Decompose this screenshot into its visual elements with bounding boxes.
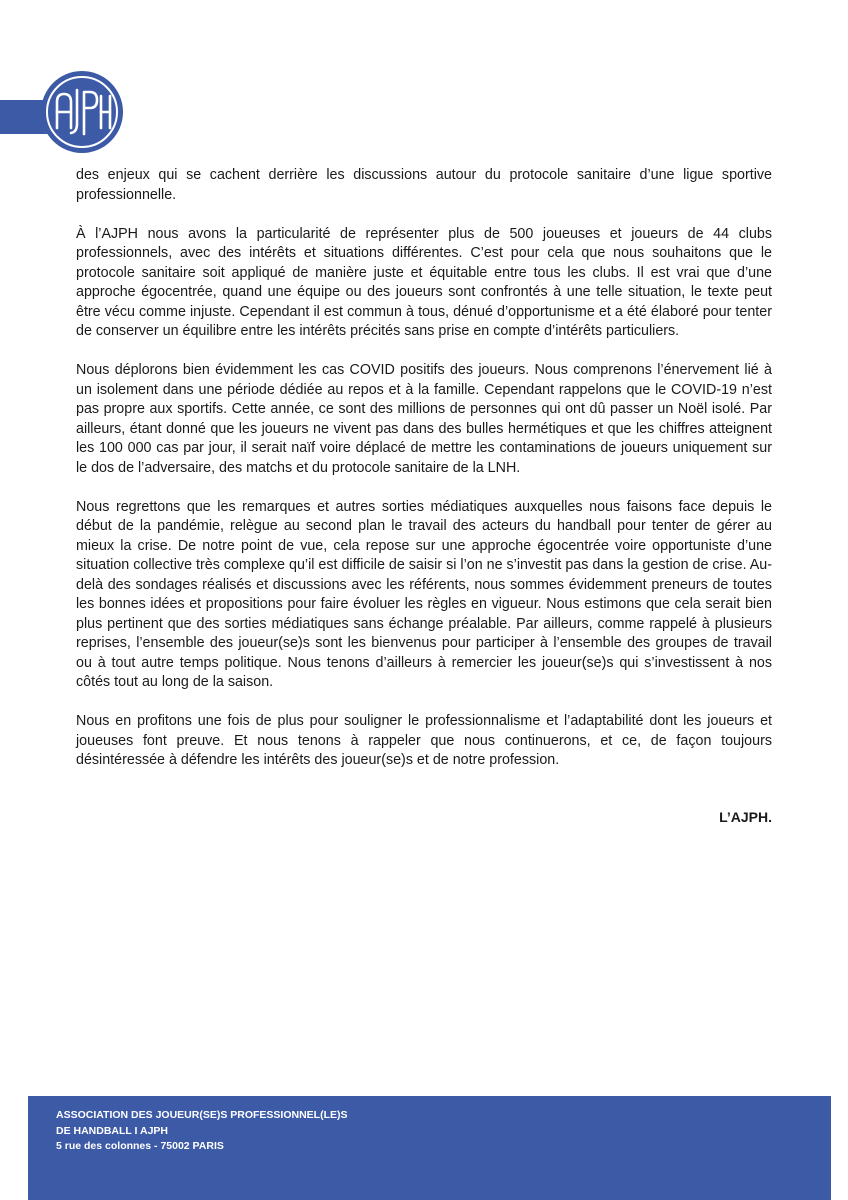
paragraph-4: Nous regrettons que les remarques et autres sorties médiatiques auxquelles nous faisons face depuis le début de la pandémie, relègue au second plan le travail des acteurs du handball pour tenter de gérer au mieux la crise. De notre point de vue, cela repose sur une approche égocentrée voire opportuniste d’une situation collective très complexe qu’il est difficile de saisir si l’on ne s’investit pas dans la gestion de crise. Au-delà des sondages réalisés et discussions avec les référents, nous sommes évidemment preneurs de toutes les bonnes idées et propositions pour faire évoluer les règles en vigueur. Nous estimons que cela serait bien plus pertinent que des sorties médiatiques sans échange préalable. Par ailleurs, comme rappelé à plusieurs reprises, l’ensemble des joueur(se)s sont les bienvenus pour participer à l’ensemble des groupes de travail ou à tout autre temps politique. Nous tenons d’ailleurs à remercier les joueur(se)s qui s’investissent à nos côtés tout au long de la saison. bbox=[76, 498, 772, 690]
paragraph-2: À l’AJPH nous avons la particularité de représenter plus de 500 joueuses et joueurs de 44 clubs professionnels, avec des intérêts et situations différentes. C’est pour cela que nous souhaitons que le protocole sanitaire soit appliqué de manière juste et équitable entre tous les clubs. Il est vrai que d’une approche égocentrée, quand une équipe ou des joueurs sont confrontés à une telle situation, le texte peut être vécu comme injuste. Cependant il est commun à tous, dénué d’opportunisme et a été élaboré pour tenter de conserver un équilibre entre les intérêts précités sans prise en compte d’intérêts particuliers. bbox=[76, 225, 772, 339]
footer-line-association: ASSOCIATION DES JOUEUR(SE)S PROFESSIONNEL(LE)S bbox=[56, 1109, 348, 1121]
paragraph-3: Nous déplorons bien évidemment les cas COVID positifs des joueurs. Nous comprenons l’énervement lié à un isolement dans une période dédiée au repos et à la famille. Cependant rappelons que le COVID-19 n’est pas propre aux sportifs. Cette année, ce sont des millions de personnes qui ont dû passer un Noël isolé. Par ailleurs, étant donné que les joueurs ne vivent pas dans des bulles hermétiques et que les chiffres atteignent les 100 000 cas par jour, il serait naïf voire déplacé de mettre les contaminations de joueurs uniquement sur le dos de l’adversaire, des matchs et du protocole sanitaire de la LNH. bbox=[76, 362, 772, 476]
paragraph-5: Nous en profitons une fois de plus pour souligner le professionnalisme et l’adaptabilité dont les joueurs et joueuses font preuve. Et nous tenons à rappeler que nous continuerons, et ce, de façon toujours désintéressée à défendre les intérêts des joueur(se)s et de notre profession. bbox=[76, 713, 772, 768]
ajph-logo bbox=[40, 70, 124, 154]
footer-line-handball: DE HANDBALL I AJPH bbox=[56, 1124, 169, 1137]
paragraph-1: des enjeux qui se cachent derrière les discussions autour du protocole sanitaire d’une ligue sportive professionnelle. bbox=[76, 167, 772, 203]
footer-address bbox=[56, 1108, 348, 1155]
signature: L’AJPH. bbox=[719, 809, 772, 825]
letter-body bbox=[76, 166, 772, 790]
footer-band bbox=[28, 1096, 831, 1200]
footer-line-address: 5 rue des colonnes - 75002 PARIS bbox=[56, 1140, 224, 1152]
